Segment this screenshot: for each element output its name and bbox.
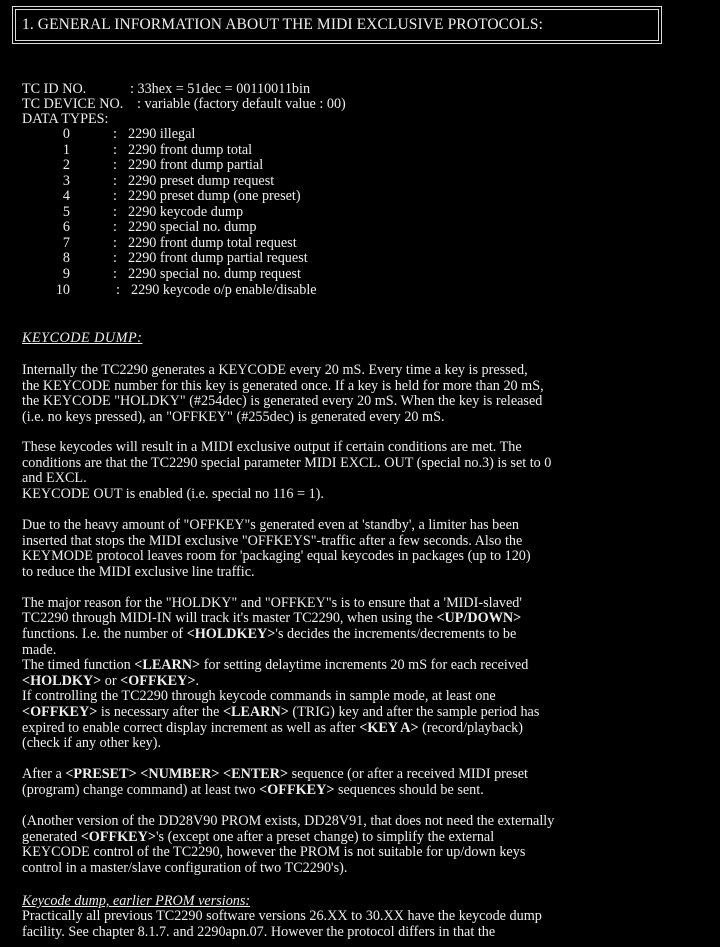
text-fragment: expired to enable correct display increment as well as after	[22, 720, 360, 736]
data-type-num: 2	[62, 157, 70, 173]
text-fragment: .	[195, 673, 199, 689]
key-tag: <OFFKEY>	[120, 673, 196, 689]
colon: :	[113, 126, 117, 142]
key-tag: <LEARN>	[222, 704, 289, 720]
text-line	[22, 704, 539, 720]
key-tag: <OFFKEY>	[22, 704, 98, 720]
text-line: Due to the heavy amount of "OFFKEY"s generated even at 'standby', a limiter has been	[22, 517, 519, 533]
section-header-box	[12, 6, 662, 44]
data-type-num: 7	[62, 235, 70, 251]
colon: :	[113, 250, 117, 266]
key-tag: <PRESET>	[65, 766, 137, 782]
data-type-num: 10	[55, 282, 70, 298]
colon: :	[113, 157, 117, 173]
colon: :	[113, 235, 117, 251]
text-line: KEYCODE control of the TC2290, however the PROM is not suitable for up/down keys	[22, 844, 526, 860]
text-line: the KEYCODE number for this key is generated once. If a key is held for more than 20 mS,	[22, 378, 544, 394]
text-line	[22, 720, 523, 736]
text-line: (check if any other key).	[22, 735, 162, 751]
data-type-desc: 2290 front dump total request	[128, 235, 297, 251]
text-fragment: 's decides the increments/decrements to be	[275, 626, 517, 642]
text-line	[22, 657, 528, 673]
data-type-num: 8	[62, 250, 70, 266]
text-fragment: The timed function	[22, 657, 135, 673]
text-fragment: (TRIG) key and after the sample period has	[288, 704, 540, 720]
text-fragment: or	[101, 673, 121, 689]
data-types-label: DATA TYPES:	[22, 111, 109, 127]
text-line: (Another version of the DD28V90 PROM exists, DD28V91, that does not need the externally	[22, 813, 555, 829]
key-tag: <OFFKEY>	[259, 782, 335, 798]
data-type-num: 5	[62, 204, 70, 220]
text-line	[22, 673, 199, 689]
data-type-num: 0	[62, 126, 70, 142]
text-fragment: TC2290 through MIDI-IN will track it's master TC2290, when using the	[22, 610, 437, 626]
data-type-desc: 2290 special no. dump	[128, 219, 257, 235]
text-line	[22, 766, 528, 782]
colon: :	[116, 282, 120, 298]
section-title: 1. GENERAL INFORMATION ABOUT THE MIDI EXCLUSIVE PROTOCOLS:	[15, 9, 659, 41]
text-line: The major reason for the "HOLDKY" and "OFFKEY"s is to ensure that a 'MIDI-slaved'	[22, 595, 522, 611]
text-line: Practically all previous TC2290 software versions 26.XX to 30.XX have the keycode dump	[22, 908, 542, 924]
text-fragment: (record/playback)	[418, 720, 523, 736]
data-type-num: 6	[62, 219, 70, 235]
text-line	[22, 829, 494, 845]
text-line: If controlling the TC2290 through keycode commands in sample mode, at least one	[22, 688, 496, 704]
data-type-desc: 2290 illegal	[128, 126, 196, 142]
data-type-desc: 2290 preset dump request	[128, 173, 275, 189]
text-line	[22, 782, 484, 798]
key-tag: <KEY A>	[359, 720, 419, 736]
data-type-desc: 2290 preset dump (one preset)	[128, 188, 301, 204]
key-tag: <OFFKEY>	[80, 829, 156, 845]
key-tag: <LEARN>	[134, 657, 201, 673]
tc-id-value: : 33hex = 51dec = 00110011bin	[130, 81, 311, 97]
data-type-num: 4	[62, 188, 70, 204]
colon: :	[113, 204, 117, 220]
tc-id-line	[22, 81, 310, 97]
text-fragment: After a	[22, 766, 66, 782]
colon: :	[113, 188, 117, 204]
data-type-num: 3	[62, 173, 70, 189]
text-line: made.	[22, 642, 57, 658]
text-line	[22, 626, 516, 642]
text-fragment: generated	[22, 829, 81, 845]
text-fragment: sequence (or after a received MIDI preset	[288, 766, 528, 782]
tc-device-value: : variable (factory default value : 00)	[137, 96, 346, 112]
colon: :	[113, 219, 117, 235]
key-tag: <NUMBER>	[140, 766, 220, 782]
earlier-prom-heading: Keycode dump, earlier PROM versions:	[22, 893, 251, 909]
text-line: conditions are that the TC2290 special parameter MIDI EXCL. OUT (special no.3) is set to 0	[22, 455, 552, 471]
data-type-num: 9	[62, 266, 70, 282]
text-line: the KEYCODE "HOLDKY" (#254dec) is generated every 20 mS. When the key is released	[22, 393, 543, 409]
text-fragment: is necessary after the	[97, 704, 223, 720]
keycode-dump-heading: KEYCODE DUMP:	[22, 330, 143, 346]
colon: :	[113, 266, 117, 282]
text-line: facility. See chapter 8.1.7. and 2290apn.07. However the protocol differs in that the	[22, 924, 496, 940]
text-line: Internally the TC2290 generates a KEYCODE every 20 mS. Every time a key is pressed,	[22, 362, 528, 378]
text-line: control in a master/slave configuration of two TC2290's).	[22, 860, 348, 876]
key-tag: <ENTER>	[223, 766, 289, 782]
key-tag: <HOLDKEY>	[186, 626, 276, 642]
text-line	[22, 610, 521, 626]
data-type-desc: 2290 keycode o/p enable/disable	[131, 282, 317, 298]
data-type-desc: 2290 front dump partial	[128, 157, 264, 173]
data-type-desc: 2290 front dump partial request	[128, 250, 308, 266]
text-line: to reduce the MIDI exclusive line traffic.	[22, 564, 255, 580]
text-fragment: sequences should be sent.	[334, 782, 484, 798]
text-line: KEYCODE OUT is enabled (i.e. special no 116 = 1).	[22, 486, 324, 502]
data-type-desc: 2290 front dump total	[128, 142, 253, 158]
data-type-num: 1	[62, 142, 70, 158]
tc-device-label: TC DEVICE NO.	[22, 96, 124, 112]
text-fragment: for setting delaytime increments 20 mS for each received	[200, 657, 529, 673]
text-fragment: (program) change command) at least two	[22, 782, 260, 798]
text-line: KEYMODE protocol leaves room for 'packaging' equal keycodes in packages (up to 120)	[22, 548, 531, 564]
text-line: and EXCL.	[22, 470, 87, 486]
text-line: These keycodes will result in a MIDI exclusive output if certain conditions are met. The	[22, 439, 522, 455]
key-tag: <HOLDKY>	[22, 673, 102, 689]
data-type-desc: 2290 special no. dump request	[128, 266, 301, 282]
data-type-desc: 2290 keycode dump	[128, 204, 244, 220]
text-line: inserted that stops the MIDI exclusive "OFFKEYS"-traffic after a few seconds. Also the	[22, 533, 523, 549]
text-line: (i.e. no keys pressed), an "OFFKEY" (#255dec) is generated every 20 mS.	[22, 409, 445, 425]
tc-id-label: TC ID NO.	[22, 81, 87, 97]
colon: :	[113, 173, 117, 189]
key-tag: <UP/DOWN>	[436, 610, 522, 626]
text-fragment: functions. I.e. the number of	[22, 626, 187, 642]
tc-device-line	[22, 96, 346, 112]
colon: :	[113, 142, 117, 158]
text-fragment: 's (except one after a preset change) to simplify the external	[155, 829, 495, 845]
